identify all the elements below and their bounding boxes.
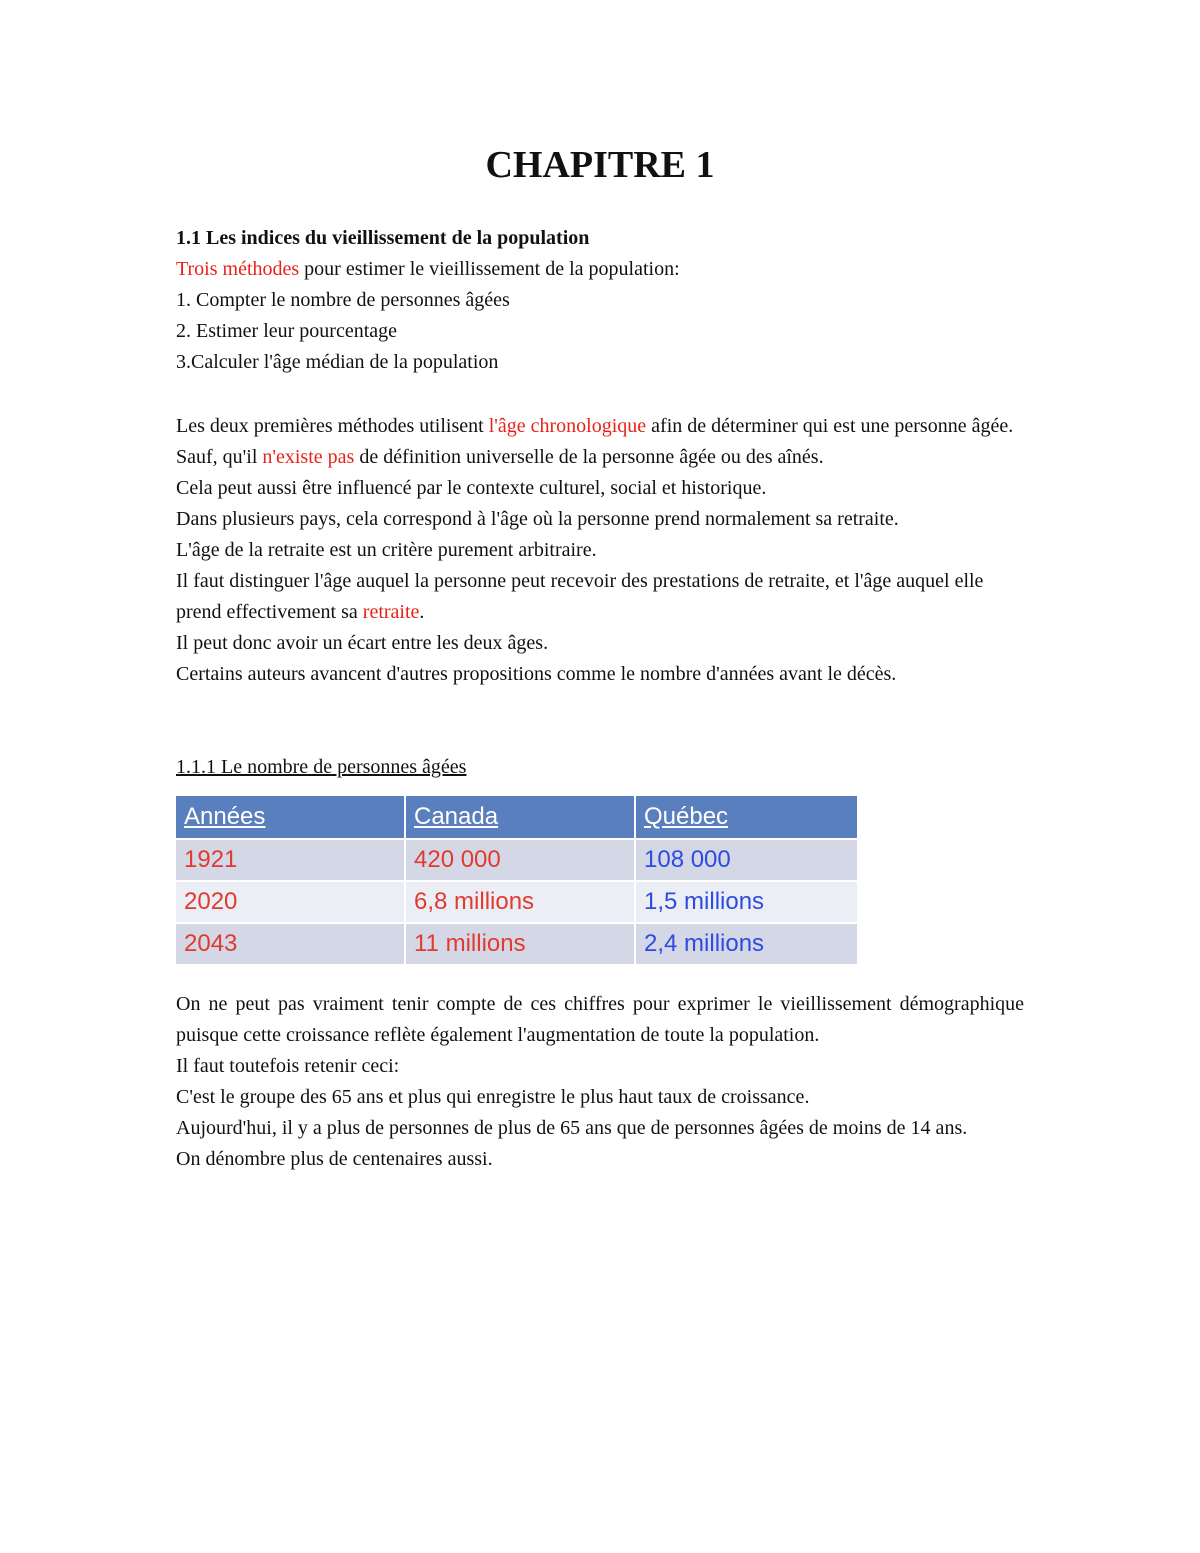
- table-cell-quebec: 108 000: [635, 839, 857, 881]
- table-cell-quebec: 1,5 millions: [635, 881, 857, 923]
- table-cell-year: 1921: [176, 839, 405, 881]
- section-heading: 1.1 Les indices du vieillissement de la population: [176, 227, 590, 249]
- column-header-canada: Canada: [405, 796, 635, 839]
- table-row: [176, 881, 857, 923]
- text-span: afin de déterminer qui est une personne âgée.: [646, 415, 1014, 437]
- table-cell-canada: 420 000: [405, 839, 635, 881]
- paragraph-line: Cela peut aussi être influencé par le contexte culturel, social et historique.: [176, 477, 767, 499]
- method-item-3: 3.Calculer l'âge médian de la population: [176, 351, 499, 373]
- intro-line: [176, 254, 1024, 285]
- table-row: [176, 839, 857, 881]
- paragraph-line: On ne peut pas vraiment tenir compte de ces chiffres pour exprimer le vieillissement démographique puisque cette croissance reflète également l'augmentation de toute la population.: [176, 993, 1024, 1046]
- table-cell-year: 2020: [176, 881, 405, 923]
- paragraph-line: On dénombre plus de centenaires aussi.: [176, 1148, 493, 1170]
- chapter-title: CHAPITRE 1: [485, 144, 715, 186]
- text-span: Il faut distinguer l'âge auquel la personne peut recevoir des prestations de retraite, et l'âge auquel elle prend effectivement sa: [176, 570, 984, 623]
- text-span: .: [419, 601, 425, 623]
- section-intro: [176, 223, 1024, 378]
- table-header-row: [176, 796, 857, 839]
- method-item-1: 1. Compter le nombre de personnes âgées: [176, 289, 510, 311]
- table-cell-year: 2043: [176, 923, 405, 965]
- paragraph-line: Aujourd'hui, il y a plus de personnes de plus de 65 ans que de personnes âgées de moins de 14 ans.: [176, 1117, 968, 1139]
- paragraph-line: Dans plusieurs pays, cela correspond à l'âge où la personne prend normalement sa retraite.: [176, 508, 899, 530]
- highlight-chronological-age: l'âge chronologique: [488, 415, 647, 437]
- text-span: Sauf, qu'il: [176, 446, 263, 468]
- intro-text: pour estimer le vieillissement de la population:: [299, 258, 680, 280]
- paragraph-line: [176, 566, 1024, 628]
- text-span: de définition universelle de la personne âgée ou des aînés.: [354, 446, 824, 468]
- paragraph-interpretation: [176, 989, 1024, 1175]
- subsection-heading-block: [176, 752, 1024, 783]
- paragraph-line: [176, 442, 1024, 473]
- table-cell-canada: 6,8 millions: [405, 881, 635, 923]
- paragraph-line: Il peut donc avoir un écart entre les deux âges.: [176, 632, 549, 654]
- paragraph-line: C'est le groupe des 65 ans et plus qui enregistre le plus haut taux de croissance.: [176, 1086, 810, 1108]
- intro-highlight: Trois méthodes: [176, 258, 300, 280]
- highlight-retirement: retraite: [362, 601, 420, 623]
- paragraph-line: L'âge de la retraite est un critère purement arbitraire.: [176, 539, 597, 561]
- column-header-quebec: Québec: [635, 796, 857, 839]
- method-item-2: 2. Estimer leur pourcentage: [176, 320, 398, 342]
- paragraph-definition: [176, 411, 1024, 690]
- paragraph-line: [176, 411, 1024, 442]
- text-span: Les deux premières méthodes utilisent: [176, 415, 489, 437]
- paragraph-line: Il faut toutefois retenir ceci:: [176, 1055, 400, 1077]
- paragraph-line: Certains auteurs avancent d'autres propositions comme le nombre d'années avant le décès.: [176, 663, 897, 685]
- elderly-population-table: [176, 796, 857, 966]
- column-header-years: Années: [176, 796, 405, 839]
- highlight-not-exist: n'existe pas: [262, 446, 355, 468]
- table-row: [176, 923, 857, 965]
- table-cell-canada: 11 millions: [405, 923, 635, 965]
- subsection-heading: 1.1.1 Le nombre de personnes âgées: [176, 756, 467, 778]
- table-cell-quebec: 2,4 millions: [635, 923, 857, 965]
